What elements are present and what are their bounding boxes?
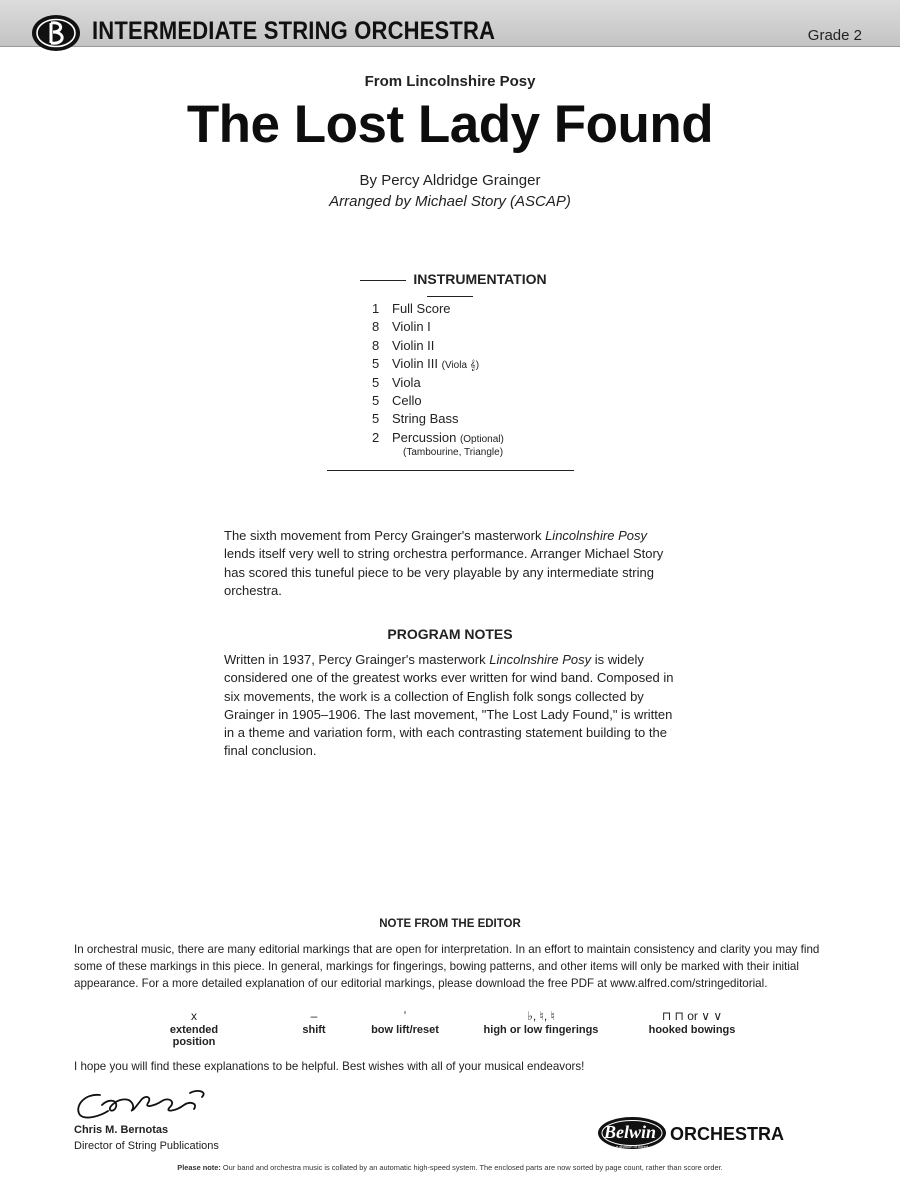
- instrumentation-list: [372, 300, 504, 459]
- composer-credit: By Percy Aldridge Grainger: [359, 172, 541, 189]
- instrument-qty: 8: [372, 337, 380, 353]
- instrument-name: Full Score: [392, 301, 451, 316]
- instrument-qty: 5: [372, 392, 380, 408]
- marking-extended-position: [154, 1008, 234, 1048]
- program-text-end: is widely considered one of the greatest works ever written for wind band. Composed in six movements, the work is a collection of English folk songs collected by Grainger in 1905–1906. The last movement, "The Lost Lady Found," is written in a theme and variation form, with each contrasting statement building to the final conclusion.: [224, 652, 674, 759]
- instrument-name: Percussion: [392, 429, 457, 445]
- belwin-word: ORCHESTRA: [670, 1124, 785, 1144]
- intro-work-title: Lincolnshire Posy: [545, 528, 647, 543]
- instrument-name: String Bass: [392, 411, 459, 427]
- intro-paragraph: [224, 527, 676, 600]
- intro-text-end: lends itself very well to string orchestra performance. Arranger Michael Story has scored this tuneful piece to be very playable by any intermediate string orchestra.: [224, 546, 664, 598]
- instrument-qty: 8: [372, 319, 380, 335]
- program-work-title: Lincolnshire Posy: [489, 652, 592, 667]
- marking-bow-lift: [363, 1008, 447, 1036]
- list-item: [372, 410, 504, 428]
- marking-hooked-bowings: [640, 1008, 744, 1036]
- list-item: [372, 355, 504, 373]
- instrument-subnote: (Tambourine, Triangle): [403, 447, 504, 459]
- marking-symbol: x: [191, 1009, 197, 1023]
- marking-label: hooked bowings: [648, 1024, 736, 1036]
- marking-label: bow lift/reset: [371, 1024, 439, 1036]
- instrument-note: (Optional): [459, 433, 504, 445]
- from-line: From Lincolnshire Posy: [364, 73, 536, 90]
- heading-rule-left: [360, 280, 406, 281]
- instrument-qty: 1: [372, 301, 380, 316]
- marking-symbol: ⊓ ⊓ or ∨ ∨: [661, 1009, 723, 1023]
- instrument-name: Violin III: [392, 356, 439, 372]
- marking-label: shift: [302, 1024, 326, 1036]
- arranger-credit: Arranged by Michael Story (ASCAP): [329, 193, 571, 210]
- program-text-start: Written in 1937, Percy Grainger's masterwork: [224, 652, 490, 667]
- instrumentation-bottom-rule: [327, 470, 574, 471]
- series-title: INTERMEDIATE STRING ORCHESTRA: [92, 17, 496, 45]
- editor-note-heading: NOTE FROM THE EDITOR: [379, 918, 521, 930]
- instrument-qty: 5: [372, 356, 380, 372]
- grade-label: Grade 2: [807, 27, 862, 44]
- signature-image: [72, 1085, 222, 1125]
- closing-wishes: I hope you will find these explanations to be helpful. Best wishes with all of your musical endeavors!: [74, 1060, 585, 1073]
- instrument-name: Violin II: [392, 337, 435, 353]
- marking-label: extended position: [169, 1024, 219, 1048]
- instrument-name: Violin I: [392, 319, 431, 335]
- instrument-name: Viola: [392, 374, 421, 390]
- collation-note-label: Please note:: [177, 1163, 221, 1172]
- marking-fingerings: [476, 1008, 606, 1036]
- belwin-orchestra-logo: [596, 1115, 826, 1151]
- belwin-sub: a division of Alfred: [615, 1144, 649, 1149]
- heading-rule-right: [427, 296, 473, 297]
- intro-text-start: The sixth movement from Percy Grainger's masterwork: [224, 528, 546, 543]
- collation-note: [0, 1163, 900, 1172]
- instrument-qty: 5: [372, 411, 380, 427]
- collation-note-text: Our band and orchestra music is collated by an automatic high-speed system. The enclosed parts are now sorted by page count, rather than score order.: [220, 1163, 723, 1172]
- list-item: [372, 374, 504, 392]
- marking-label: high or low fingerings: [483, 1024, 599, 1036]
- instrument-name: Cello: [392, 392, 422, 408]
- marking-shift: [291, 1008, 337, 1036]
- editor-note-paragraph: In orchestral music, there are many editorial markings that are open for interpretation. In an effort to maintain consistency and clarity you may find some of these markings in this piece. In general, markings for fingerings, bowing patterns, and other items will only be marked with their initial appearance. For a more detailed explanation of our editorial markings, please download the free PDF at www.alfred.com/stringeditorial.: [74, 943, 820, 990]
- instrumentation-heading-text: INSTRUMENTATION: [413, 271, 547, 287]
- signer-name: Chris M. Bernotas: [74, 1124, 169, 1136]
- list-item: [372, 392, 504, 410]
- list-item: [372, 318, 504, 336]
- instrumentation-heading: [325, 271, 575, 303]
- program-notes-paragraph: [224, 651, 676, 761]
- signer-title: Director of String Publications: [74, 1140, 219, 1152]
- belwin-script: Belwin: [603, 1122, 657, 1142]
- list-item: [372, 429, 504, 459]
- alfred-b-logo-icon: [30, 13, 82, 53]
- marking-symbol: ʼ: [403, 1009, 407, 1023]
- instrument-qty: 2: [372, 429, 380, 445]
- list-item: [372, 300, 504, 318]
- marking-symbol: ♭, ♮, ♮: [527, 1009, 555, 1023]
- page-title: The Lost Lady Found: [186, 95, 714, 154]
- marking-symbol: –: [310, 1009, 318, 1023]
- list-item: [372, 337, 504, 355]
- instrument-note: (Viola 𝄞): [441, 360, 480, 372]
- instrument-qty: 5: [372, 374, 380, 390]
- program-notes-heading: PROGRAM NOTES: [387, 626, 513, 642]
